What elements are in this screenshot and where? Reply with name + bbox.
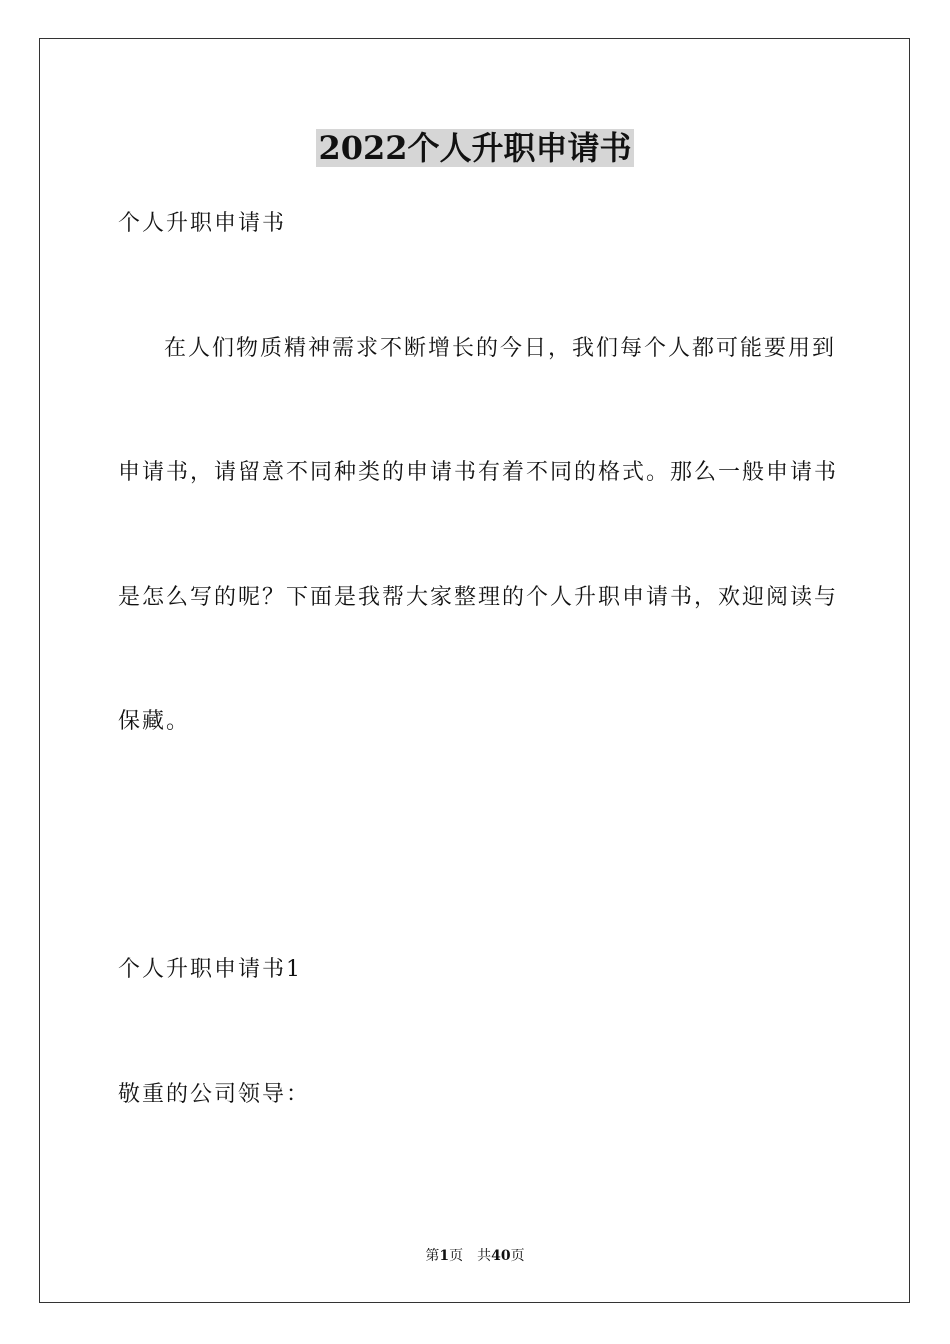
intro-paragraph-line: 保藏。 [118, 709, 191, 734]
page-footer [0, 1246, 950, 1266]
intro-paragraph-line: 申请书，请留意不同种类的申请书有着不同的格式。那么一般申请书 [118, 460, 839, 485]
document-title [0, 124, 950, 172]
total-prefix: 共 [477, 1248, 492, 1264]
page-suffix: 页 [449, 1248, 464, 1264]
page-current: 1 [439, 1248, 450, 1264]
salutation: 敬重的公司领导： [118, 1082, 311, 1107]
intro-paragraph-line: 在人们物质精神需求不断增长的今日，我们每个人都可能要用到 [164, 336, 837, 361]
document-title-text: 2022个人升职申请书 [318, 129, 632, 167]
total-suffix: 页 [510, 1248, 525, 1264]
page-total: 40 [491, 1248, 511, 1264]
intro-paragraph-line: 是怎么写的呢？下面是我帮大家整理的个人升职申请书，欢迎阅读与 [118, 585, 839, 610]
section-heading: 个人升职申请书1 [118, 957, 302, 982]
page-prefix: 第 [425, 1248, 440, 1264]
document-subtitle: 个人升职申请书 [118, 211, 287, 236]
